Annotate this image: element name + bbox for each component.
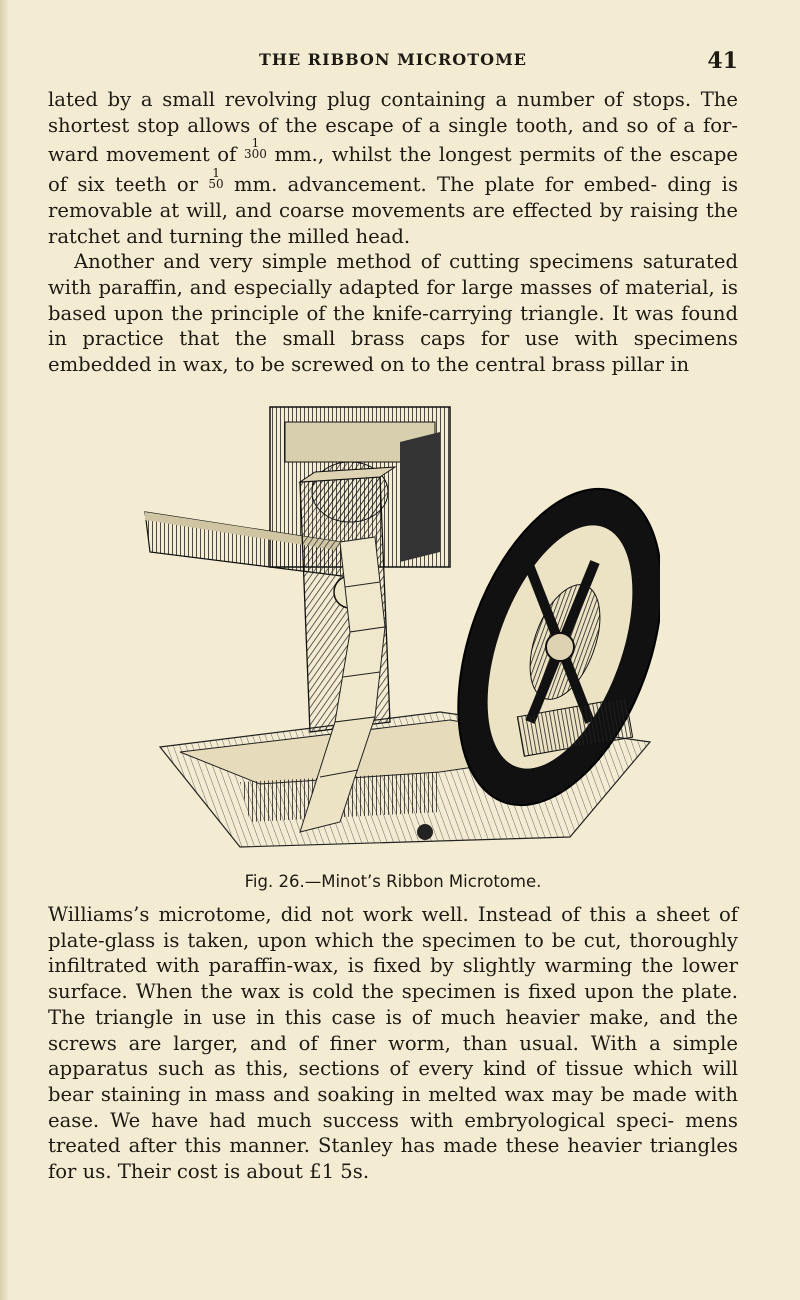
paragraph-plate-glass-method: Williams’s microtome, did not work well. Instead of this a sheet of plate-glass is taken, upon which the specimen to be cut, thoroughly infiltrated with paraffin-wax, is fixed by slightly warming the lower surface. When the wax is cold the specimen is fixed upon the plate. The triangle in use in this case is of much heavier make, and the screws are larger, and of finer worm, than usual. With a simple apparatus such as this, sections of every kind of tissue which will bear staining in mass and soaking in melted wax may be made with ease. We have had much success with embryological speci- mens treated after this manner. Stanley has made these heavier triangles for us. Their cost is about £1 5s. <box>48 903 738 1184</box>
figure-caption: Fig. 26.—Minot’s Ribbon Microtome. <box>244 872 542 891</box>
paragraph-continued: lated by a small revolving plug containing a number of stops. The shortest stop allows of the escape of a single tooth, and so of a for- ward movement of 1 300 mm., whilst the longest permits of the escape of six teeth or 1 50 mm. advancement. The plate for embed- ding is removable at will, and coarse movements are effected by raising the ratchet and turning the milled head. <box>48 88 738 248</box>
fraction-one-fiftieth: 1 50 <box>208 166 224 192</box>
paragraph-triangle-method: Another and very simple method of cutting specimens saturated with paraffin, and especially adapted for large masses of material, is based upon the principle of the knife-carrying triangle. It was found in practice that the small brass caps for use with specimens embedded in wax, to be screwed on to the central brass pillar in <box>48 250 738 377</box>
microtome-illustration <box>140 392 660 862</box>
running-title: THE RIBBON MICROTOME <box>259 50 527 69</box>
page-header <box>48 40 738 80</box>
top-text-block <box>48 87 738 378</box>
fraction-one-three-hundredth: 1 300 <box>243 136 267 162</box>
page-number: 41 <box>707 48 738 74</box>
page-spine-shadow <box>0 0 8 1300</box>
bottom-text-block <box>48 902 738 1185</box>
